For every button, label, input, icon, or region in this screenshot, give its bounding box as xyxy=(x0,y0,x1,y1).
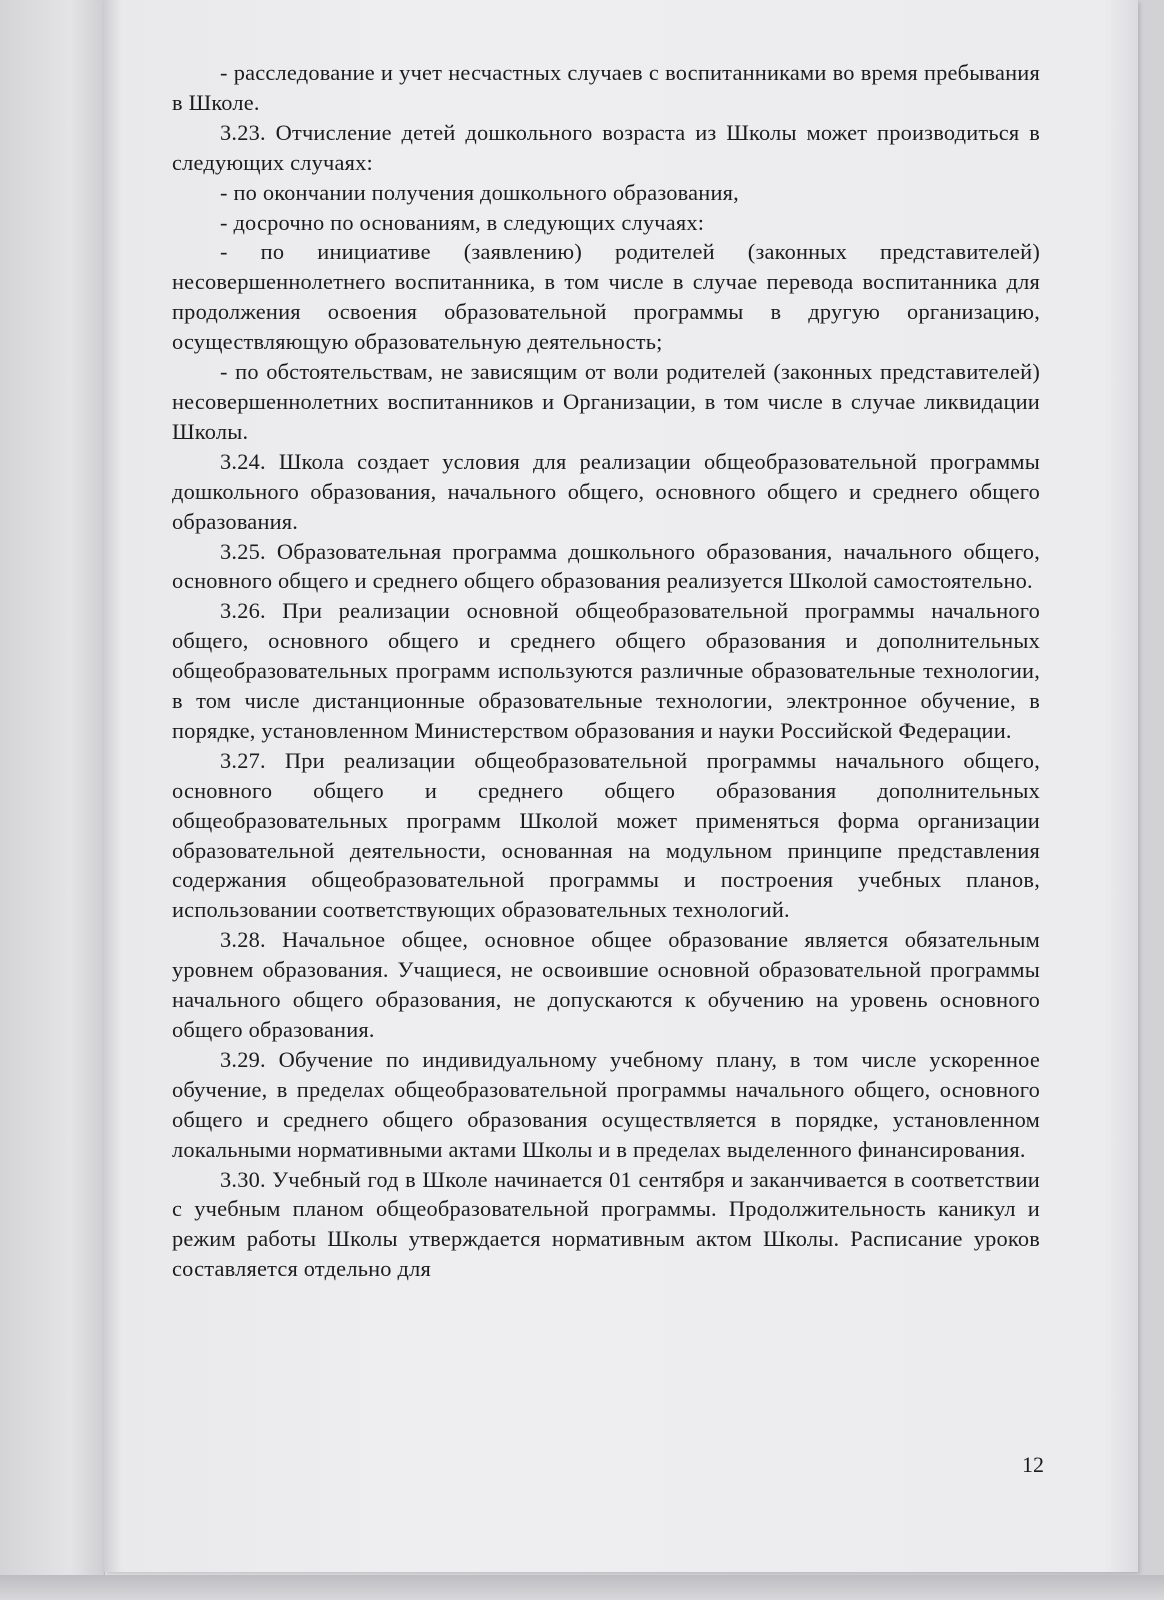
document-body xyxy=(172,58,1040,1284)
paragraph-early: - досрочно по основаниям, в следующих случаях: xyxy=(220,209,705,235)
paragraph-parent-initiative: - по инициативе (заявлению) родителей (законных представителей) несовершеннолетнего воспитанника, в том числе в случае перевода воспитанника для продолжения освоения образовательной программы в другую организацию, осуществляющую образовательную деятельность; xyxy=(172,239,1040,355)
paragraph-3-28: 3.28. Начальное общее, основное общее образование является обязательным уровнем образования. Учащиеся, не освоившие основной образовательной программы начального общего образования, не допускаются к обучению на уровень основного общего образования. xyxy=(172,927,1040,1042)
paragraph-3-27: 3.27. При реализации общеобразовательной программы начального общего, основного общего и среднего общего образования дополнительных общеобразовательных программ Школой может применяться форма организации образовательной деятельности, основанная на модульном принципе представления содержания общеобразовательной программы и построения учебных планов, использовании соответствующих образовательных технологий. xyxy=(172,747,1040,923)
previous-page-edge xyxy=(0,0,105,1575)
scanner-bottom-edge xyxy=(0,1575,1164,1600)
paragraph-investigation: - расследование и учет несчастных случаев с воспитанниками во время пребывания в Школе. xyxy=(172,60,1040,115)
paragraph-completion: - по окончании получения дошкольного образования, xyxy=(220,179,739,205)
paragraph-3-24: 3.24. Школа создает условия для реализации общеобразовательной программы дошкольного образования, начального общего, основного общего и среднего общего образования. xyxy=(172,448,1040,534)
page-number: 12 xyxy=(1022,1452,1044,1477)
paragraph-3-25: 3.25. Образовательная программа дошкольного образования, начального общего, основного общего и среднего общего образования реализуется Школой самостоятельно. xyxy=(172,538,1040,594)
paragraph-3-26: 3.26. При реализации основной общеобразовательной программы начального общего, основного общего и среднего общего образования и дополнительных общеобразовательных программ используются различные образовательные технологии, в том числе дистанционные образовательные технологии, электронное обучение, в порядке, установленном Министерством образования и науки Российской Федерации. xyxy=(172,598,1040,743)
paragraph-3-30: 3.30. Учебный год в Школе начинается 01 сентября и заканчивается в соответствии с учебным планом общеобразовательной программы. Продолжительность каникул и режим работы Школы утверждается нормативным актом Школы. Расписание уроков составляется отдельно для xyxy=(172,1166,1040,1282)
paragraph-3-29: 3.29. Обучение по индивидуальному учебному плану, в том числе ускоренное обучение, в пределах общеобразовательной программы начального общего, основного общего и среднего общего образования осуществляется в порядке, установленном локальными нормативными актами Школы и в пределах выделенного финансирования. xyxy=(172,1046,1040,1162)
paragraph-circumstances: - по обстоятельствам, не зависящим от воли родителей (законных представителей) несовершеннолетних воспитанников и Организации, в том числе в случае ликвидации Школы. xyxy=(172,359,1040,444)
paragraph-3-23: 3.23. Отчисление детей дошкольного возраста из Школы может производиться в следующих случаях: xyxy=(172,119,1040,175)
